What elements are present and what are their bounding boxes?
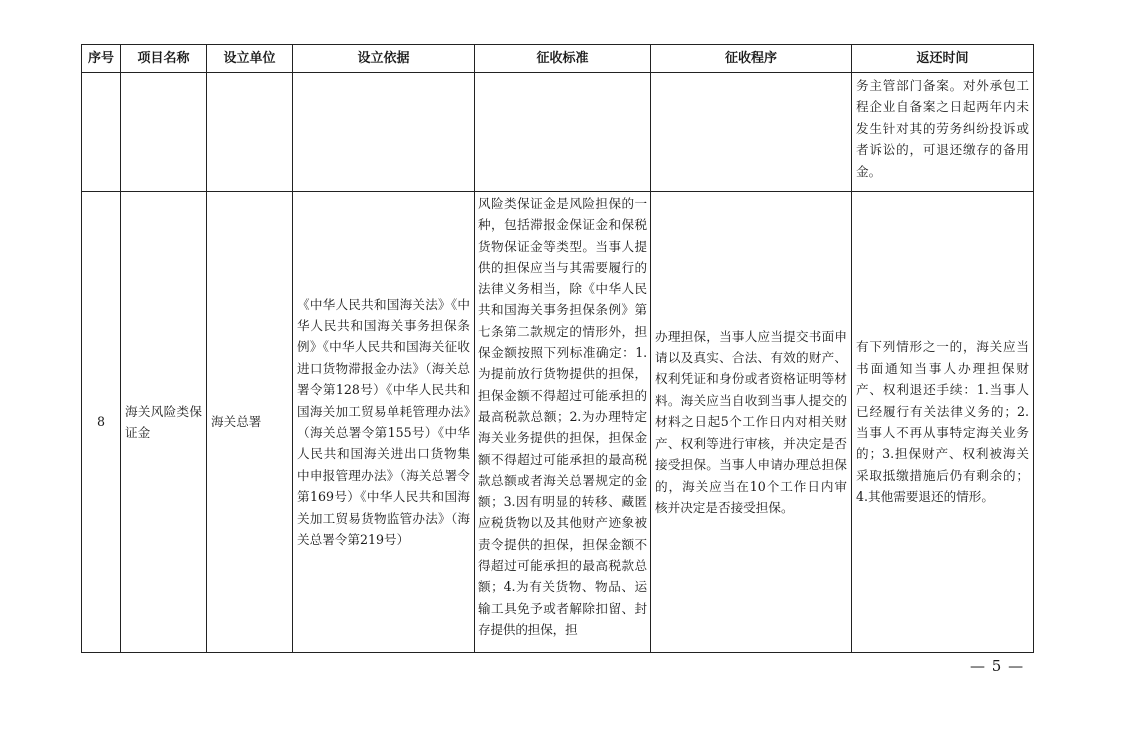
- cell-index: 8: [82, 192, 121, 653]
- cell-unit: 海关总署: [207, 192, 293, 653]
- cell-procedure: 办理担保，当事人应当提交书面申请以及真实、合法、有效的财产、权利凭证和身份或者资格证明等材料。海关应当自收到当事人提交的材料之日起5个工作日内对相关财产、权利等进行审核，并决定是否接受担保。当事人申请办理总担保的，海关应当在10个工作日内审核并决定是否接受担保。: [651, 192, 852, 653]
- fee-table: [81, 44, 1034, 653]
- header-standard: 征收标准: [475, 45, 651, 73]
- header-item-name: 项目名称: [121, 45, 207, 73]
- cell-item-name: 海关风险类保证金: [121, 192, 207, 653]
- cell-standard: [475, 73, 651, 192]
- cell-basis: [293, 73, 475, 192]
- cell-item-name: [121, 73, 207, 192]
- cell-return-time: 务主管部门备案。对外承包工程企业自备案之日起两年内未发生针对其的劳务纠纷投诉或者诉讼的，可退还缴存的备用金。: [852, 73, 1034, 192]
- header-index: 序号: [82, 45, 121, 73]
- header-unit: 设立单位: [207, 45, 293, 73]
- header-procedure: 征收程序: [651, 45, 852, 73]
- cell-standard: 风险类保证金是风险担保的一种，包括滞报金保证金和保税货物保证金等类型。当事人提供的担保应当与其需要履行的法律义务相当，除《中华人民共和国海关事务担保条例》第七条第二款规定的情形外，担保金额按照下列标准确定：1.为提前放行货物提供的担保，担保金额不得超过可能承担的最高税款总额；2.为办理特定海关业务提供的担保，担保金额不得超过可能承担的最高税款总额或者海关总署规定的金额；3.因有明显的转移、藏匿应税货物以及其他财产迹象被责令提供的担保，担保金额不得超过可能承担的最高税款总额；4.为有关货物、物品、运输工具免予或者解除扣留、封存提供的担保，担: [475, 192, 651, 653]
- header-row: [82, 45, 1034, 73]
- cell-index: [82, 73, 121, 192]
- cell-return-time: 有下列情形之一的，海关应当书面通知当事人办理担保财产、权利退还手续：1.当事人已经履行有关法律义务的；2.当事人不再从事特定海关业务的；3.担保财产、权利被海关采取抵缴措施后仍有剩余的；4.其他需要退还的情形。: [852, 192, 1034, 653]
- header-return-time: 返还时间: [852, 45, 1034, 73]
- cell-basis: 《中华人民共和国海关法》《中华人民共和国海关事务担保条例》《中华人民共和国海关征收进口货物滞报金办法》（海关总署令第128号）《中华人民共和国海关加工贸易单耗管理办法》（海关总署令第155号）《中华人民共和国海关进出口货物集中申报管理办法》（海关总署令第169号）《中华人民共和国海关加工贸易货物监管办法》（海关总署令第219号）: [293, 192, 475, 653]
- cell-unit: [207, 73, 293, 192]
- page-number: — 5 —: [970, 657, 1025, 675]
- cell-procedure: [651, 73, 852, 192]
- table-row: [82, 192, 1034, 653]
- table-row: [82, 73, 1034, 192]
- header-basis: 设立依据: [293, 45, 475, 73]
